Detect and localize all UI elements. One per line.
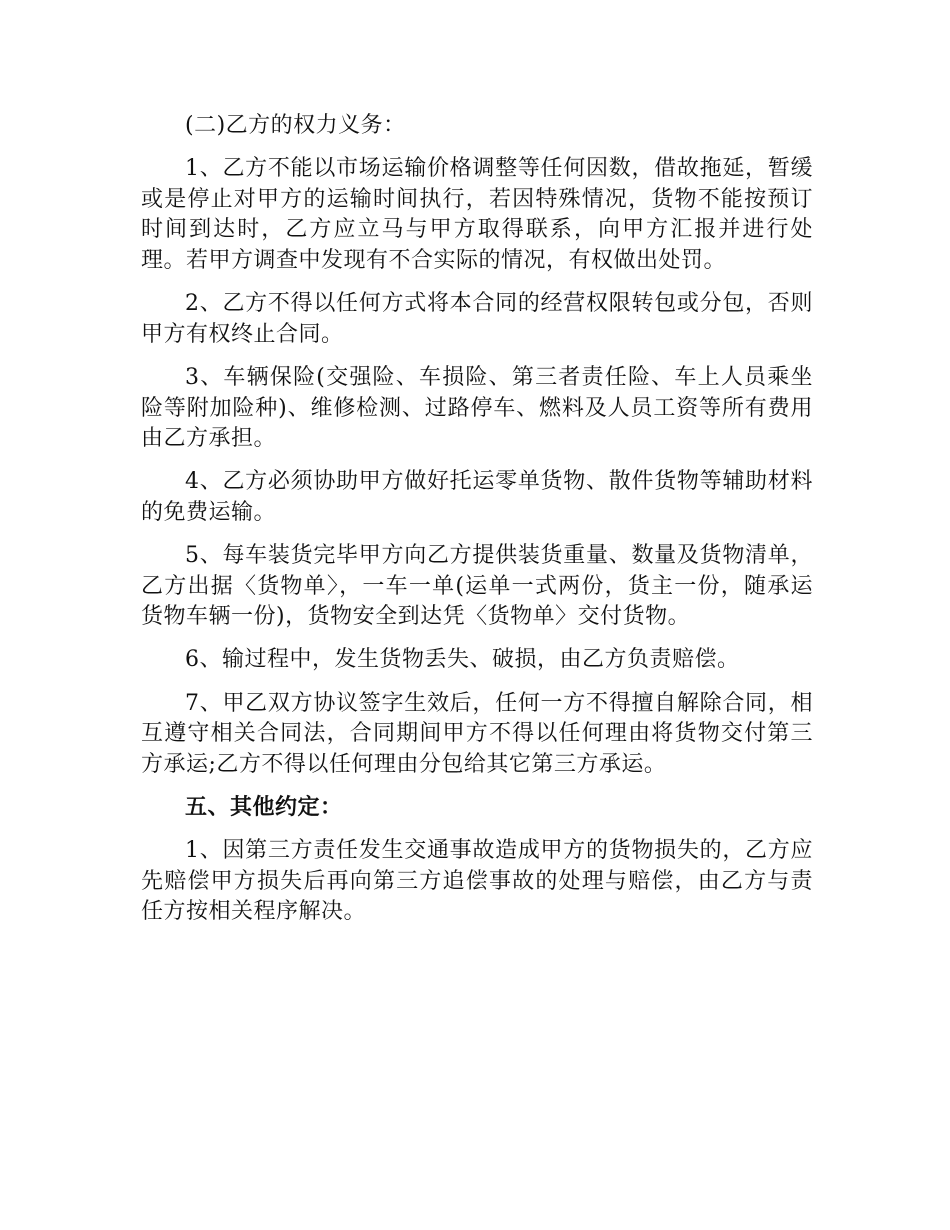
- obligation-paragraph-3: 3、车辆保险(交强险、车损险、第三者责任险、车上人员乘坐险等附加险种)、维修检测、过路停车、燃料及人员工资等所有费用由乙方承担。: [141, 364, 813, 452]
- obligation-paragraph-6: 6、输过程中，发生货物丢失、破损，由乙方负责赔偿。: [185, 647, 740, 673]
- section-five-paragraph-1: 1、因第三方责任发生交通事故造成甲方的货物损失的，乙方应先赔偿甲方损失后再向第三方追偿事故的处理与赔偿，由乙方与责任方按相关程序解决。: [141, 838, 813, 925]
- obligation-paragraph-7: 7、甲乙双方协议签字生效后，任何一方不得擅自解除合同，相互遵守相关合同法，合同期间甲方不得以任何理由将货物交付第三方承运;乙方不得以任何理由分包给其它第三方承运。: [141, 690, 813, 777]
- obligation-paragraph-5: 5、每车装货完毕甲方向乙方提供装货重量、数量及货物清单，乙方出据〈货物单〉，一车一单(运单一式两份，货主一份，随承运货物车辆一份)，货物安全到达凭〈货物单〉交付货物。: [141, 543, 813, 630]
- obligation-paragraph-1: 1、乙方不能以市场运输价格调整等任何因数，借故拖延，暂缓或是停止对甲方的运输时间执行，若因特殊情况，货物不能按预订时间到达时，乙方应立马与甲方取得联系，向甲方汇报并进行处理。若甲方调查中发现有不合实际的情况，有权做出处罚。: [141, 156, 813, 273]
- subsection-title: (二)乙方的权力义务：: [185, 113, 406, 138]
- obligation-paragraph-4: 4、乙方必须协助甲方做好托运零单货物、散件货物等辅助材料的免费运输。: [141, 469, 813, 525]
- obligation-paragraph-2: 2、乙方不得以任何方式将本合同的经营权限转包或分包，否则甲方有权终止合同。: [141, 291, 813, 347]
- section-five-heading: 五、其他约定：: [185, 795, 343, 821]
- document-body: [141, 111, 813, 941]
